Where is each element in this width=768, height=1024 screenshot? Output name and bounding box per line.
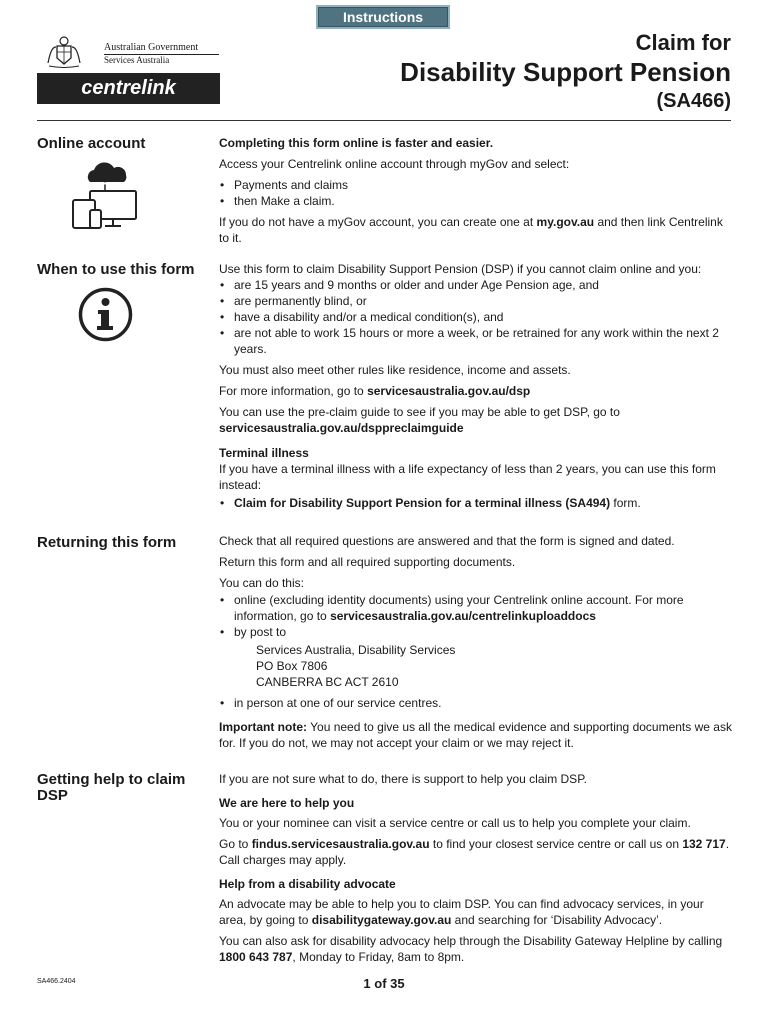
getting-help-section [219,771,734,970]
header-divider [37,120,731,121]
list-item: • are not able to work 15 hours or more a week, or be retrained for any work within the next 2 years. [219,325,734,357]
mygov-link[interactable]: my.gov.au [536,215,595,229]
list-item: • Payments and claims [219,177,734,193]
disability-gateway-link[interactable]: disabilitygateway.gov.au [311,913,452,927]
preclaim-text: You can use the pre-claim guide to see if you may be able to get DSP, go to servicesaustralia.gov.au/dsppreclaimguide [219,405,620,435]
help-subheading: We are here to help you [219,796,355,810]
form-title [400,30,731,114]
other-rules-text: You must also meet other rules like residence, income and assets. [219,363,571,377]
footer-form-code: SA466.2404 [37,978,76,985]
phone-number[interactable]: 132 717 [682,837,726,851]
list-item: • by post to [219,624,734,640]
helpline-phone[interactable]: 1800 643 787 [219,950,293,964]
dsp-link[interactable]: servicesaustralia.gov.au/dsp [367,384,531,398]
returning-form-section [219,533,734,756]
when-to-use-heading: When to use this form [37,261,195,278]
online-devices-icon [70,160,140,230]
findus-link[interactable]: findus.servicesaustralia.gov.au [251,837,430,851]
when-intro: Use this form to claim Disability Support Pension (DSP) if you cannot claim online and you: [219,262,702,276]
online-lead: Completing this form online is faster and easier. [219,136,494,150]
can-do-text: You can do this: [219,576,304,590]
terminal-form-name: Claim for Disability Support Pension for a terminal illness (SA494) [234,496,611,510]
terminal-illness-text: If you have a terminal illness with a life expectancy of less than 2 years, you can use this form instead: [219,462,716,492]
info-icon [78,287,133,342]
when-to-use-section [219,261,734,516]
upload-docs-link[interactable]: servicesaustralia.gov.au/centrelinkuploaddocs [330,609,596,623]
more-info-text: For more information, go to servicesaustralia.gov.au/dsp [219,384,531,398]
advocate-text: An advocate may be able to help you to claim DSP. You can find advocacy services, in your area, by going to disabilitygateway.gov.au and searching for ‘Disability Advocacy’. [219,897,704,927]
list-item: • have a disability and/or a medical condition(s), and [219,309,734,325]
instructions-tab[interactable]: Instructions [316,5,450,29]
list-item: • then Make a claim. [219,193,734,209]
returning-form-heading: Returning this form [37,534,177,551]
page-number: 1 of 35 [363,976,405,991]
preclaim-link[interactable]: servicesaustralia.gov.au/dsppreclaimguide [219,421,464,435]
visit-text: You or your nominee can visit a service centre or call us to help you complete your claim. [219,816,691,830]
check-text: Check that all required questions are answered and that the form is signed and dated. [219,534,675,548]
findus-text: Go to findus.servicesaustralia.gov.au to find your closest service centre or call us on 132 717. Call charges may apply. [219,837,730,867]
list-item: • online (excluding identity documents) using your Centrelink online account. For more information, go to servicesaustralia.gov.au/centrelinkuploaddocs [219,592,734,624]
list-item: • are 15 years and 9 months or older and under Age Pension age, and [219,277,734,293]
list-item: • are permanently blind, or [219,293,734,309]
online-account-heading: Online account [37,135,146,152]
department-name: Services Australia [104,55,170,65]
brand-name: centrelink [37,73,220,104]
postal-address: Services Australia, Disability Services PO Box 7806 CANBERRA BC ACT 2610 [256,643,456,689]
online-account-section [219,135,734,251]
list-item: • Claim for Disability Support Pension for a terminal illness (SA494) form. [219,495,734,511]
advocate-subheading: Help from a disability advocate [219,877,396,891]
helpline-text: You can also ask for disability advocacy help through the Disability Gateway Helpline by calling 1800 643 787, Monday to Friday, 8am to 8pm. [219,934,723,964]
title-line2: Disability Support Pension [400,57,731,87]
centrelink-logo [37,33,220,104]
important-note: Important note: You need to give us all the medical evidence and supporting documents we ask for. If you do not, we may not accept your claim or we may reject it. [219,720,732,750]
return-docs-text: Return this form and all required supporting documents. [219,555,516,569]
mygov-text: If you do not have a myGov account, you can create one at my.gov.au and then link Centrelink to it. [219,215,723,245]
title-line1: Claim for [635,30,731,55]
online-access-text: Access your Centrelink online account through myGov and select: [219,157,570,171]
getting-help-heading: Getting help to claim DSP [37,771,186,804]
government-name: Australian Government [104,42,199,53]
coat-of-arms-icon [45,33,83,69]
form-code-title: (SA466) [656,90,731,112]
help-intro: If you are not sure what to do, there is support to help you claim DSP. [219,772,587,786]
list-item: • in person at one of our service centres. [219,695,734,711]
terminal-illness-heading: Terminal illness [219,446,309,460]
